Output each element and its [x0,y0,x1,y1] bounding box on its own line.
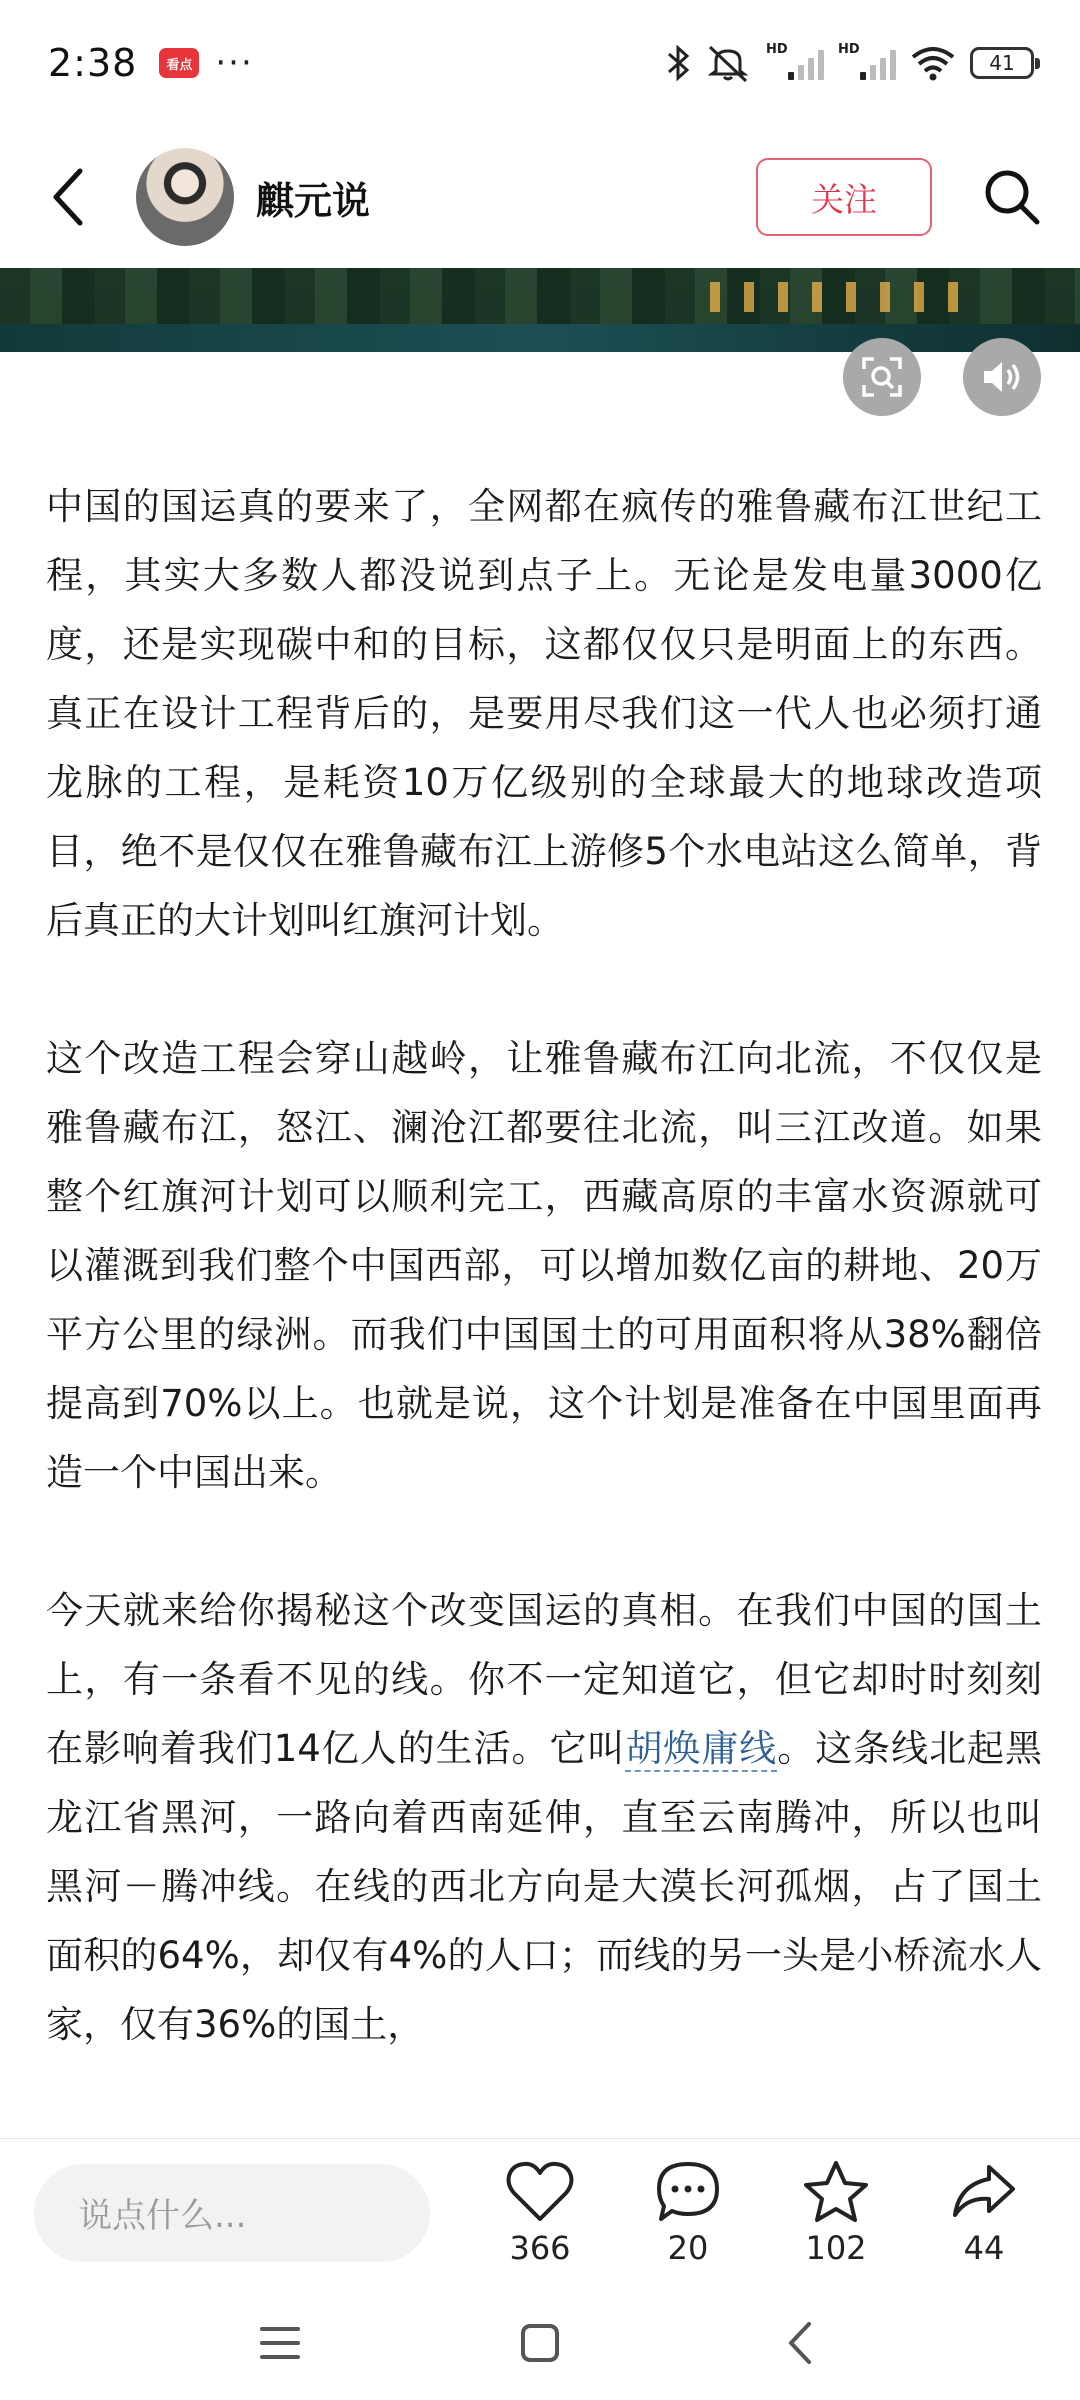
comment-input[interactable]: 说点什么... [34,2164,430,2262]
header [0,126,1080,268]
article-body [46,472,1042,2128]
hd-label: HD [766,42,788,57]
article-paragraph-1: 中国的国运真的要来了，全网都在疯传的雅鲁藏布江世纪工程，其实大多数人都没说到点子上。无论是发电量3000亿度，还是实现碳中和的目标，这都仅仅只是明面上的东西。真正在设计工程背后的，是要用尽我们这一代人也必须打通龙脉的工程，是耗资10万亿级别的全球最大的地球改造项目，绝不是仅仅在雅鲁藏布江上游修5个水电站这么简单，背后真正的大计划叫红旗河计划。 [46,485,1042,942]
like-count: 366 [509,2228,571,2267]
share-count: 44 [963,2228,1005,2267]
menu-icon [258,2323,302,2363]
system-nav-bar [0,2286,1080,2400]
favorite-count: 102 [805,2228,867,2267]
status-time: 2:38 [48,41,138,85]
battery-icon: 41 [970,47,1034,79]
author-name[interactable]: 麒元说 [256,178,371,223]
cellular-signal-2-icon [838,42,896,80]
article-paragraph-2: 这个改造工程会穿山越岭，让雅鲁藏布江向北流，不仅仅是雅鲁藏布江，怒江、澜沧江都要往北流，叫三江改道。如果整个红旗河计划可以顺利完工，西藏高原的丰富水资源就可以灌溉到我们整个中国西部，可以增加数亿亩的耕地、20万平方公里的绿洲。而我们中国国土的可用面积将从38%翻倍提高到70%以上。也就是说，这个计划是准备在中国里面再造一个中国出来。 [46,1037,1042,1494]
action-group [466,2159,1058,2267]
follow-button[interactable]: 关注 [756,158,932,236]
comment-button[interactable] [614,2159,762,2267]
mute-bell-icon [706,43,752,83]
status-bar [0,0,1080,126]
nav-back-button[interactable] [770,2313,830,2373]
bottom-action-bar [0,2138,1080,2286]
share-button[interactable] [910,2159,1058,2267]
search-button[interactable] [980,165,1044,229]
scan-image-button[interactable] [843,338,921,416]
hd-label: HD [838,42,860,57]
more-notifications-icon: ··· [215,43,254,83]
sound-button[interactable] [963,338,1041,416]
comment-bubble-icon [653,2159,723,2225]
heart-icon [505,2159,575,2225]
wifi-icon [910,44,956,82]
cellular-signal-1-icon [766,42,824,80]
paragraph-3-text-before: 今天就来给你揭秘这个改变国运的真相。在我们中国的国土上，有一条看不见的线。你不一定知道它，但它却时时刻刻在影响着我们14亿人的生活。它叫 [46,1589,1042,1770]
back-button[interactable] [50,162,100,232]
paragraph-3-text-after: 。这条线北起黑龙江省黑河，一路向着西南延伸，直至云南腾冲，所以也叫黑河－腾冲线。在线的西北方向是大漠长河孤烟，占了国土面积的64%，却仅有4%的人口；而线的另一头是小桥流水人家，仅有36%的国土， [46,1727,1043,2046]
article-media-image[interactable] [0,268,1080,352]
share-arrow-icon [949,2159,1019,2225]
speaker-icon [980,357,1024,397]
app-badge-icon: 看点 [159,48,199,78]
comment-count: 20 [667,2228,709,2267]
bluetooth-icon [666,43,692,83]
article-paragraph-3 [46,1576,1042,2059]
scan-icon [860,355,904,399]
author-avatar[interactable] [136,148,234,246]
home-square-icon [519,2322,561,2364]
search-icon [982,167,1042,227]
favorite-button[interactable] [762,2159,910,2267]
nav-menu-button[interactable] [250,2313,310,2373]
nav-back-icon [785,2320,815,2366]
back-arrow-icon [50,167,86,227]
nav-home-button[interactable] [510,2313,570,2373]
status-icons [666,43,1034,83]
like-button[interactable] [466,2159,614,2267]
star-icon [801,2159,871,2225]
hu-line-link[interactable]: 胡焕庸线 [625,1727,778,1770]
